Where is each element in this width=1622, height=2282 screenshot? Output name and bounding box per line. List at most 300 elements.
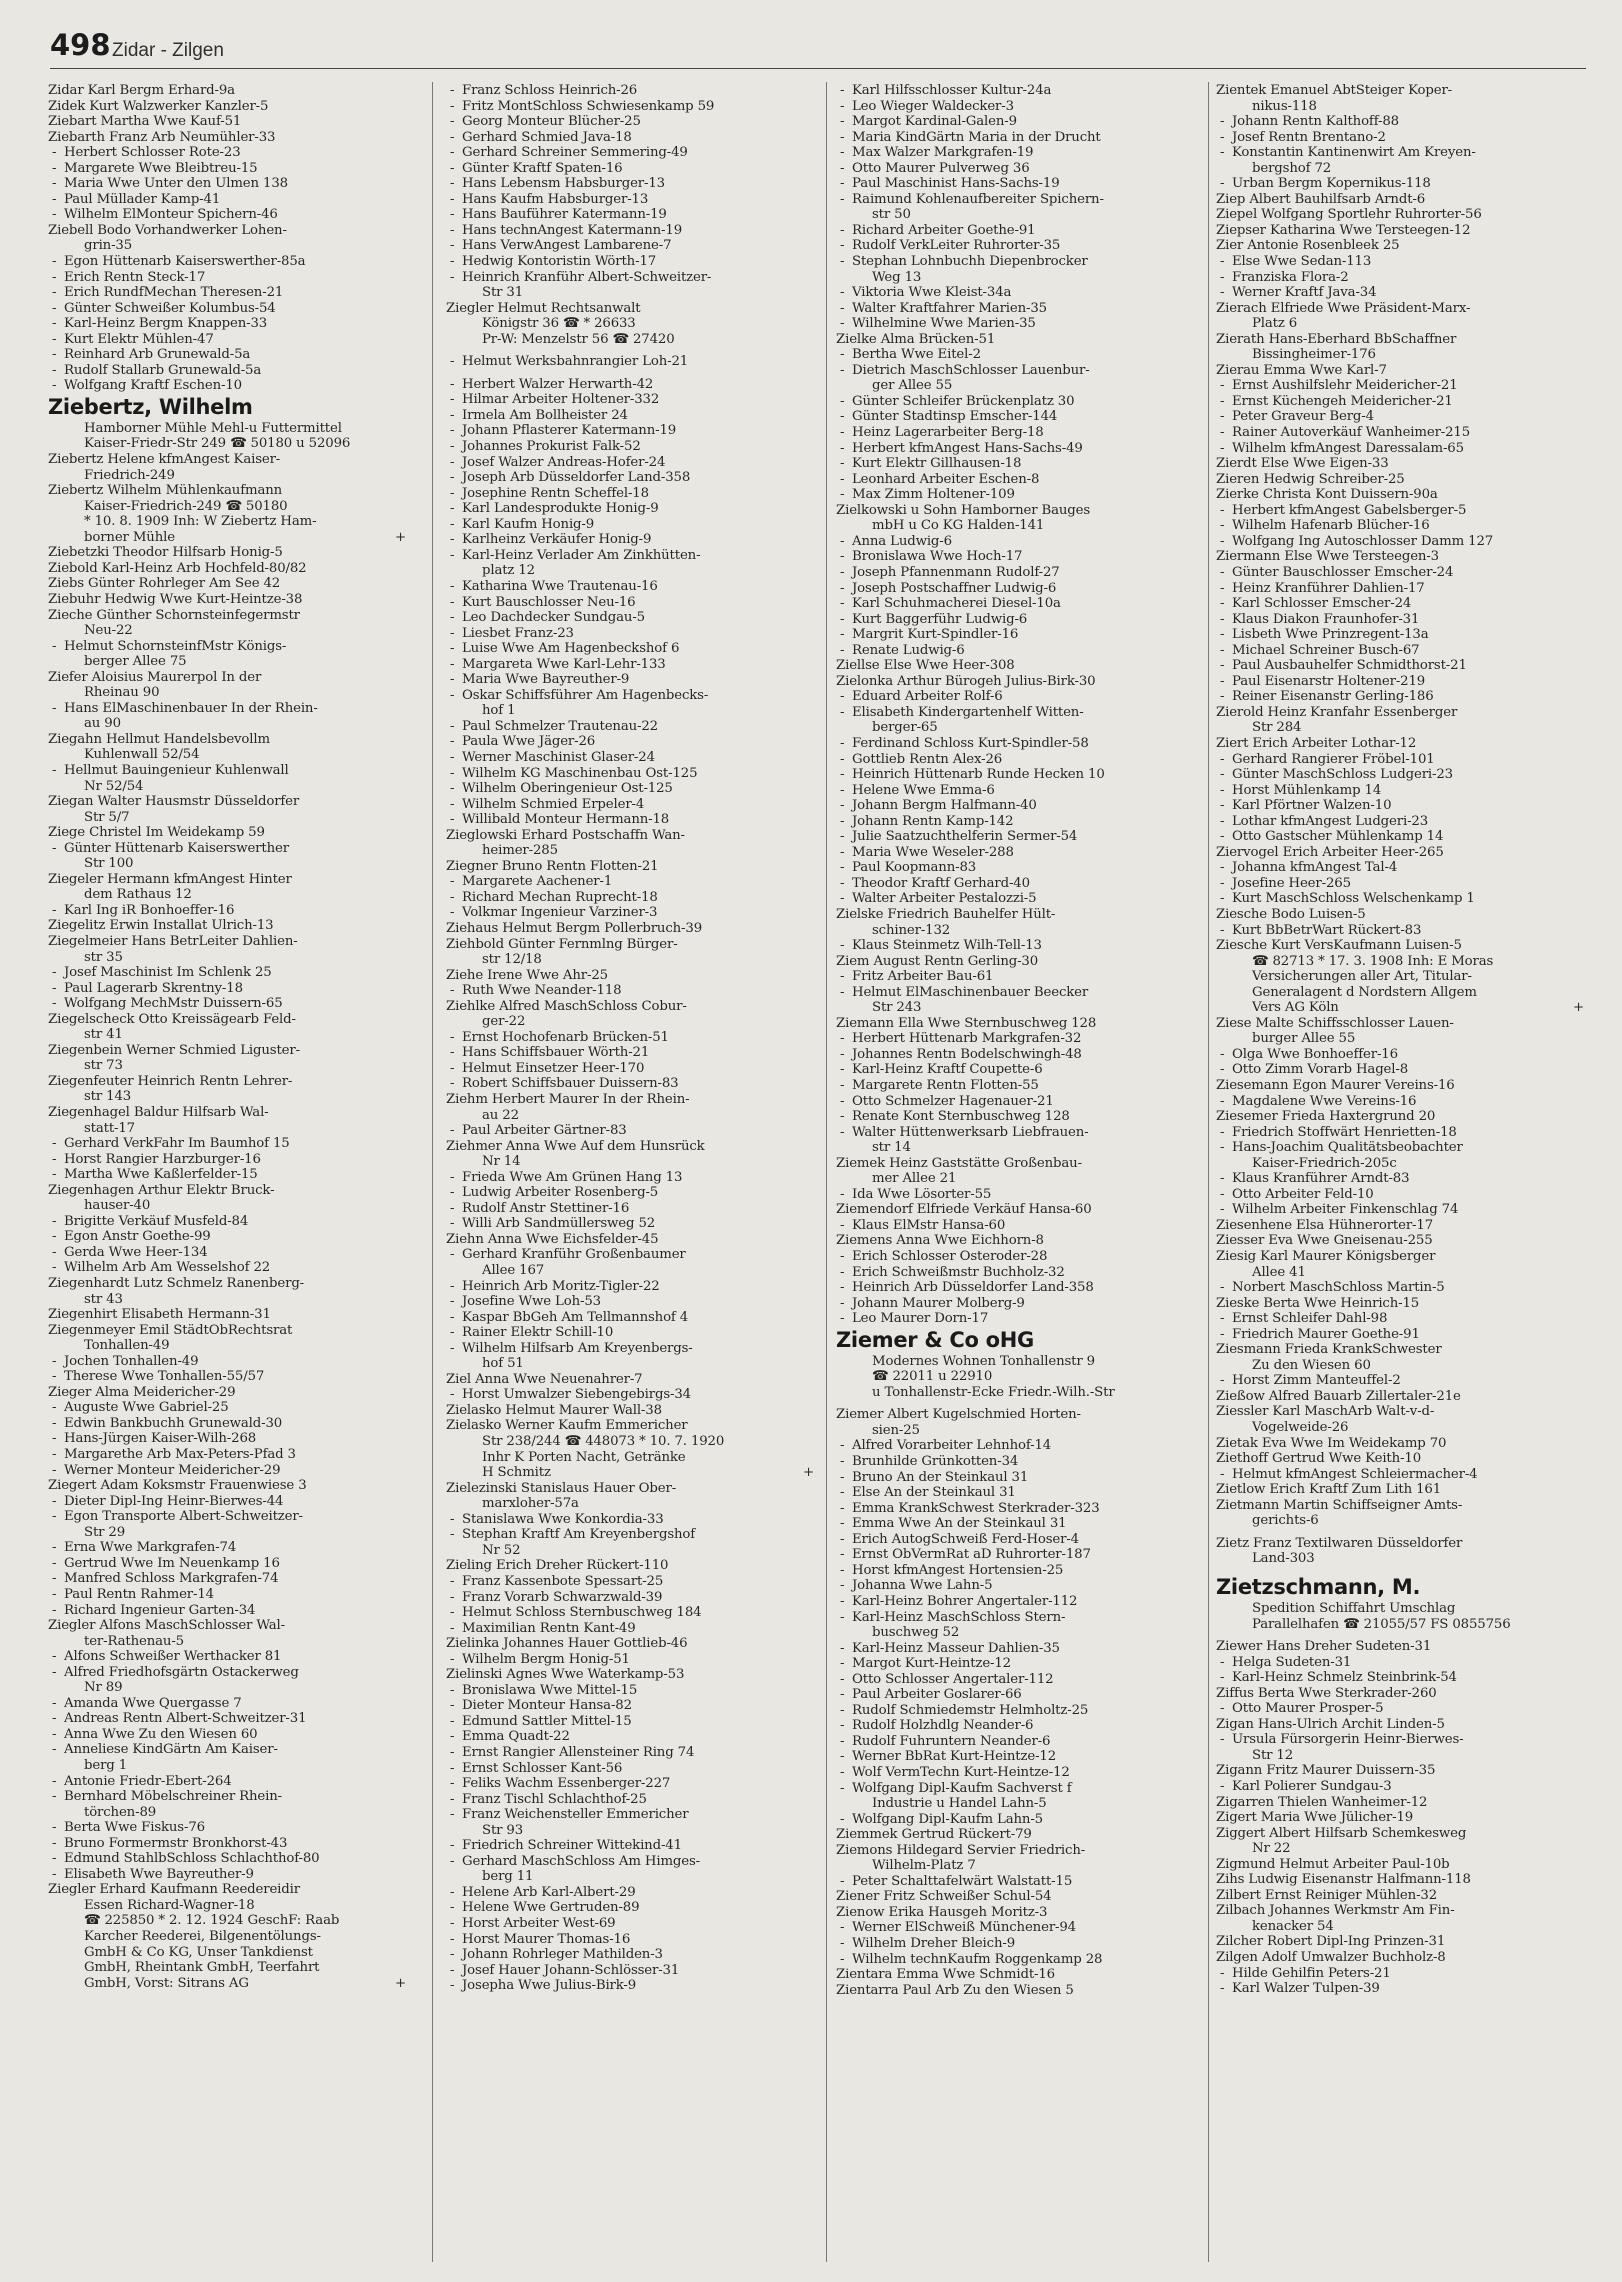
entry-continuation — [1216, 316, 1586, 332]
entry-text: Wilhelm Schmied Erpeler-4 — [462, 796, 645, 812]
entry-text: Herbert kfmAngest Hans-Sachs-49 — [852, 440, 1083, 456]
entry-text: Margareta Wwe Karl-Lehr-133 — [462, 656, 666, 672]
entry-text: berger-65 — [872, 720, 938, 736]
entry-continuation — [446, 952, 816, 968]
entry-text: Margot Kurt-Heintze-12 — [852, 1656, 1011, 1672]
directory-entry — [48, 1276, 408, 1292]
entry-text: Ziegenmeyer Emil StädtObRechtsrat — [48, 1322, 293, 1338]
sub-entry — [1216, 1062, 1586, 1078]
entry-text: Zieglowski Erhard Postschaffn Wan- — [446, 827, 685, 843]
entry-text: Str 238/244 ☎ 448073 * 10. 7. 1920 — [482, 1434, 725, 1450]
directory-entry — [836, 1233, 1206, 1249]
entry-text: Ziehaus Helmut Bergm Pollerbruch-39 — [446, 920, 703, 936]
entry-text: Ziegelmeier Hans BetrLeiter Dahlien- — [48, 933, 298, 949]
sub-entry — [446, 1698, 816, 1714]
sub-entry — [1216, 565, 1586, 581]
directory-entry — [48, 918, 408, 934]
entry-text: ger Allee 55 — [872, 378, 953, 394]
entry-text: Wilhelmine Wwe Marien-35 — [852, 316, 1036, 332]
sub-entry — [836, 1187, 1206, 1203]
sub-entry — [446, 1963, 816, 1979]
entry-continuation — [836, 207, 1206, 223]
entry-text: Paul Arbeiter Goslarer-66 — [852, 1687, 1022, 1703]
entry-text: Kaiser-Friedr-Str 249 ☎ 50180 u 52096 — [84, 436, 351, 452]
entry-text: Margarete Aachener-1 — [462, 874, 613, 890]
sub-entry — [836, 1594, 1206, 1610]
sub-entry — [48, 1727, 408, 1743]
entry-text: Ziep Albert Bauhilfsarb Arndt-6 — [1216, 191, 1426, 207]
entry-text: Ziegelscheck Otto Kreissägearb Feld- — [48, 1011, 296, 1027]
sub-entry — [48, 161, 408, 177]
entry-text: Anna Wwe Zu den Wiesen 60 — [64, 1726, 258, 1742]
directory-entry — [836, 1016, 1206, 1032]
sub-entry — [446, 517, 816, 533]
entry-text: Weg 13 — [872, 269, 922, 285]
entry-text: Bronislawa Wwe Hoch-17 — [852, 549, 1023, 565]
entry-continuation — [446, 285, 816, 301]
sub-entry — [836, 612, 1206, 628]
entry-text: Ziert Erich Arbeiter Lothar-12 — [1216, 735, 1417, 751]
sub-entry — [446, 1387, 816, 1403]
entry-text: Pr-W: Menzelstr 56 ☎ 27420 — [482, 331, 675, 347]
entry-continuation — [48, 1805, 408, 1821]
sub-entry — [48, 1214, 408, 1230]
firm-detail-line — [1216, 1617, 1586, 1633]
entry-text: Max Walzer Markgrafen-19 — [852, 145, 1034, 161]
entry-text: Str 93 — [482, 1822, 524, 1838]
directory-entry — [48, 83, 408, 99]
entry-text: Rudolf Holzhdlg Neander-6 — [852, 1718, 1034, 1734]
entry-text: Anna Ludwig-6 — [852, 533, 952, 549]
directory-entry — [1216, 1342, 1586, 1358]
sub-entry — [836, 1485, 1206, 1501]
directory-entry — [48, 1618, 408, 1634]
entry-text: Franziska Flora-2 — [1232, 269, 1349, 285]
directory-column-3 — [836, 83, 1206, 2275]
entry-text: Ziem August Rentn Gerling-30 — [836, 953, 1039, 969]
sub-entry — [836, 1218, 1206, 1234]
entry-text: Hilmar Arbeiter Holtener-332 — [462, 392, 660, 408]
sub-entry — [446, 354, 816, 370]
entry-text: Ziegner Bruno Rentn Flotten-21 — [446, 858, 659, 874]
entry-text: Herbert Walzer Herwarth-42 — [462, 376, 654, 392]
sub-entry — [1216, 1670, 1586, 1686]
entry-text: Rainer Elektr Schill-10 — [462, 1325, 614, 1341]
directory-entry — [446, 828, 816, 844]
entry-text: Helmut ElMaschinenbauer Beecker — [852, 984, 1089, 1000]
sub-entry — [836, 1687, 1206, 1703]
sub-entry — [446, 1776, 816, 1792]
entry-text: Maria KindGärtn Maria in der Drucht — [852, 129, 1101, 145]
entry-text: Zier Antonie Rosenbleek 25 — [1216, 238, 1400, 254]
directory-entry — [1216, 1436, 1586, 1452]
directory-entry — [1216, 1451, 1586, 1467]
entry-text: Erich Rentn Steck-17 — [64, 269, 206, 285]
sub-entry — [446, 532, 816, 548]
sub-entry — [48, 841, 408, 857]
entry-text: Ziepel Wolfgang Sportlehr Ruhrorter-56 — [1216, 207, 1482, 223]
sub-entry — [48, 1463, 408, 1479]
entry-text: Zieche Günther Schornsteinfegermstr — [48, 607, 300, 623]
entry-text: Ziegenbein Werner Schmied Liguster- — [48, 1042, 300, 1058]
entry-text: Ziegenfeuter Heinrich Rentn Lehrer- — [48, 1073, 293, 1089]
sub-entry — [446, 1932, 816, 1948]
entry-text: Rudolf Schmiedemstr Helmholtz-25 — [852, 1702, 1089, 1718]
entry-text: Ziemons Hildegard Servier Friedrich- — [836, 1842, 1086, 1858]
sub-entry — [1216, 1140, 1586, 1156]
sub-entry — [1216, 814, 1586, 830]
entry-text: Maria Wwe Weseler-288 — [852, 844, 1014, 860]
entry-text: Zilbach Johannes Werkmstr Am Fin- — [1216, 1903, 1455, 1919]
entry-text: str 14 — [872, 1140, 911, 1156]
entry-text: Walter Kraftfahrer Marien-35 — [852, 300, 1047, 316]
entry-continuation — [48, 716, 408, 732]
directory-entry — [1216, 301, 1586, 317]
sub-entry — [48, 207, 408, 223]
entry-continuation — [48, 468, 408, 484]
entry-text: Hans ElMaschinenbauer In der Rhein- — [64, 700, 318, 716]
entry-text: Norbert MaschSchloss Martin-5 — [1232, 1280, 1445, 1296]
entry-text: Wilhelm-Platz 7 — [872, 1858, 976, 1874]
entry-continuation — [48, 856, 408, 872]
entry-continuation — [836, 1171, 1206, 1187]
sub-entry — [446, 392, 816, 408]
sub-entry — [1216, 612, 1586, 628]
sub-entry — [836, 1610, 1206, 1626]
sub-entry — [836, 316, 1206, 332]
entry-continuation — [1216, 985, 1586, 1001]
entry-text: Ernst Küchengeh Meidericher-21 — [1232, 393, 1453, 409]
entry-text: Zigarren Thielen Wanheimer-12 — [1216, 1794, 1428, 1810]
entry-continuation — [48, 1089, 408, 1105]
sub-entry — [836, 176, 1206, 192]
entry-text: Helene Wwe Emma-6 — [852, 782, 995, 798]
sub-entry — [836, 301, 1206, 317]
sub-entry — [446, 1916, 816, 1932]
entry-text: Max Zimm Holtener-109 — [852, 487, 1015, 503]
entry-text: Reinhard Arb Grunewald-5a — [64, 347, 251, 363]
entry-text: Ziebuhr Hedwig Wwe Kurt-Heintze-38 — [48, 591, 303, 607]
entry-text: Wolfgang Kraftf Eschen-10 — [64, 378, 242, 394]
entry-text: Ziehm Herbert Maurer In der Rhein- — [446, 1092, 690, 1107]
sub-entry — [48, 378, 408, 394]
sub-entry — [48, 1369, 408, 1385]
page-number: 498 — [50, 28, 111, 62]
entry-text: Ziggert Albert Hilfsarb Schemkesweg — [1216, 1825, 1467, 1841]
sub-entry — [446, 1745, 816, 1761]
sub-entry — [446, 781, 816, 797]
sub-entry — [836, 1952, 1206, 1968]
entry-text: Irmela Am Bollheister 24 — [462, 407, 628, 423]
entry-continuation — [48, 1634, 408, 1650]
directory-entry — [48, 483, 408, 499]
entry-text: Ziegler Helmut Rechtsanwalt — [446, 300, 641, 316]
entry-text: Zielasko Helmut Maurer Wall-38 — [446, 1402, 662, 1418]
sub-entry — [836, 1470, 1206, 1486]
entry-continuation — [1216, 1156, 1586, 1172]
column-divider — [432, 82, 433, 2262]
directory-entry — [48, 452, 408, 468]
entry-continuation — [446, 1014, 816, 1030]
sub-entry — [1216, 1125, 1586, 1141]
entry-gap — [446, 347, 816, 354]
entry-text: Ziemann Ella Wwe Sternbuschweg 128 — [836, 1015, 1097, 1031]
entry-text: Ziege Christel Im Weidekamp 59 — [48, 825, 265, 841]
entry-text: Wilhelm Hilfsarb Am Kreyenbergs- — [462, 1340, 693, 1356]
sub-entry — [446, 1885, 816, 1901]
directory-column-2 — [446, 83, 816, 2275]
entry-text: Heinrich Kranführ Albert-Schweitzer- — [462, 269, 712, 285]
entry-text: Maria Wwe Bayreuther-9 — [462, 672, 630, 688]
entry-text: Ziesser Eva Wwe Gneisenau-255 — [1216, 1233, 1433, 1249]
sub-entry — [48, 1789, 408, 1805]
entry-text: Friedrich-249 — [84, 467, 175, 483]
sub-entry — [48, 1354, 408, 1370]
entry-text: Georg Monteur Blücher-25 — [462, 114, 641, 130]
entry-gap — [446, 370, 816, 377]
entry-text: Josef Hauer Johann-Schlösser-31 — [462, 1962, 680, 1978]
sub-entry — [836, 1656, 1206, 1672]
entry-text: Friedrich Schreiner Wittekind-41 — [462, 1838, 682, 1854]
entry-continuation — [48, 685, 408, 701]
entry-text: Karl-Heinz Bohrer Angertaler-112 — [852, 1593, 1078, 1609]
entry-text: Günter Kraftf Spaten-16 — [462, 160, 623, 176]
directory-entry — [836, 1967, 1206, 1983]
sub-entry — [446, 130, 816, 146]
entry-text: Oskar Schiffsführer Am Hagenbecks- — [462, 687, 709, 703]
sub-entry — [446, 812, 816, 828]
entry-text: Friedrich Maurer Goethe-91 — [1232, 1326, 1420, 1342]
entry-text: Helga Sudeten-31 — [1232, 1654, 1352, 1670]
entry-text: Ziel Anna Wwe Neuenahrer-7 — [446, 1371, 643, 1387]
sub-entry — [836, 425, 1206, 441]
entry-text: törchen-89 — [84, 1804, 157, 1820]
entry-text: Hans Lebensm Habsburger-13 — [462, 176, 665, 192]
entry-text: Ziebertz Helene kfmAngest Kaiser- — [48, 452, 281, 468]
entry-text: Nr 52/54 — [84, 778, 144, 794]
entry-text: Fritz MontSchloss Schwiesenkamp 59 — [462, 98, 715, 114]
entry-text: Zierath Hans-Eberhard BbSchaffner — [1216, 331, 1457, 347]
sub-entry — [1216, 581, 1586, 597]
directory-entry — [48, 1385, 408, 1401]
sub-entry — [1216, 891, 1586, 907]
sub-entry — [1216, 1732, 1586, 1748]
directory-entry — [446, 1481, 816, 1497]
directory-entry — [48, 223, 408, 239]
sub-entry — [836, 1874, 1206, 1890]
entry-text: Egon Anstr Goethe-99 — [64, 1229, 211, 1245]
sub-entry — [446, 486, 816, 502]
entry-text: Erich Schlosser Osteroder-28 — [852, 1249, 1048, 1265]
sub-entry — [1216, 534, 1586, 550]
entry-text: Platz 6 — [1252, 316, 1298, 332]
directory-entry — [48, 130, 408, 146]
entry-text: Rudolf Anstr Stettiner-16 — [462, 1200, 630, 1216]
sub-entry — [446, 470, 816, 486]
entry-text: Else An der Steinkaul 31 — [852, 1485, 1016, 1501]
sub-entry — [48, 1447, 408, 1463]
directory-entry — [1216, 1233, 1586, 1249]
entry-text: Ziebetzki Theodor Hilfsarb Honig-5 — [48, 545, 283, 561]
directory-entry — [836, 954, 1206, 970]
sub-entry — [446, 1947, 816, 1963]
entry-continuation — [1216, 99, 1586, 115]
directory-entry — [1216, 1686, 1586, 1702]
sub-entry — [1216, 270, 1586, 286]
sub-entry — [836, 1641, 1206, 1657]
entry-text: Ziemer & Co oHG — [836, 1327, 1034, 1352]
sub-entry — [446, 1527, 816, 1543]
firm-heading — [1216, 1574, 1586, 1601]
sub-entry — [836, 238, 1206, 254]
entry-text: Hamborner Mühle Mehl-u Futtermittel — [84, 420, 342, 436]
entry-text: Johann Bergm Halfmann-40 — [852, 798, 1037, 814]
directory-entry — [48, 872, 408, 888]
sub-entry — [1216, 254, 1586, 270]
sub-entry — [836, 83, 1206, 99]
entry-text: mbH u Co KG Halden-141 — [872, 518, 1045, 534]
entry-text: marxloher-57a — [482, 1496, 579, 1512]
entry-text: Johanna kfmAngest Tal-4 — [1232, 860, 1398, 876]
directory-entry — [446, 968, 816, 984]
entry-text: Essen Richard-Wagner-18 — [84, 1897, 255, 1913]
entry-text: Horst Maurer Thomas-16 — [462, 1931, 631, 1947]
sub-entry — [836, 114, 1206, 130]
entry-text: Willibald Monteur Hermann-18 — [462, 812, 670, 828]
sub-entry — [1216, 285, 1586, 301]
entry-text: Ziegenhagel Baldur Hilfsarb Wal- — [48, 1105, 269, 1120]
directory-entry — [836, 503, 1206, 519]
entry-text: Ziervogel Erich Arbeiter Heer-265 — [1216, 844, 1444, 860]
sub-entry — [836, 1109, 1206, 1125]
sub-entry — [48, 1836, 408, 1852]
entry-text: Land-303 — [1252, 1551, 1315, 1567]
sub-entry — [48, 1774, 408, 1790]
entry-continuation — [836, 1796, 1206, 1812]
entry-text: Wilhelm Hafenarb Blücher-16 — [1232, 518, 1430, 534]
directory-entry — [836, 1407, 1206, 1423]
entry-text: Paul Maschinist Hans-Sachs-19 — [852, 176, 1060, 192]
directory-entry — [446, 1403, 816, 1419]
sub-entry — [1216, 767, 1586, 783]
directory-entry — [1216, 1218, 1586, 1234]
entry-text: Paula Wwe Jäger-26 — [462, 734, 596, 750]
directory-entry — [1216, 487, 1586, 503]
continuation-marker: + — [1573, 1000, 1584, 1016]
directory-entry — [446, 999, 816, 1015]
sub-entry — [836, 1501, 1206, 1517]
entry-text: Berta Wwe Fiskus-76 — [64, 1820, 205, 1836]
sub-entry — [1216, 425, 1586, 441]
directory-entry — [1216, 1404, 1586, 1420]
directory-entry — [836, 907, 1206, 923]
entry-text: Theodor Kraftf Gerhard-40 — [852, 875, 1030, 891]
entry-text: kenacker 54 — [1252, 1918, 1334, 1934]
sub-entry — [836, 1734, 1206, 1750]
entry-text: Werner Monteur Meidericher-29 — [64, 1462, 281, 1478]
entry-text: Elisabeth Wwe Bayreuther-9 — [64, 1866, 254, 1882]
entry-text: Günter Schweißer Kolumbus-54 — [64, 300, 276, 316]
directory-entry — [1216, 1950, 1586, 1966]
sub-entry — [446, 114, 816, 130]
entry-text: Wilhelm Arb Am Wesselshof 22 — [64, 1260, 271, 1276]
entry-text: Str 5/7 — [84, 809, 130, 825]
entry-text: bergshof 72 — [1252, 160, 1332, 176]
directory-entry — [1216, 1795, 1586, 1811]
sub-entry — [836, 736, 1206, 752]
entry-continuation — [446, 1356, 816, 1372]
entry-text: Allee 167 — [482, 1263, 545, 1279]
entry-text: Johann Rohrleger Mathilden-3 — [462, 1947, 663, 1963]
entry-text: Horst Rangier Harzburger-16 — [64, 1151, 261, 1167]
directory-entry — [446, 1667, 816, 1683]
entry-continuation — [446, 1450, 816, 1466]
entry-text: Renate Ludwig-6 — [852, 642, 965, 658]
entry-text: Herbert Schlosser Rote-23 — [64, 145, 241, 161]
entry-text: Kaiser-Friedrich-205c — [1252, 1155, 1397, 1171]
entry-text: Nr 14 — [482, 1154, 521, 1170]
sub-entry — [446, 1574, 816, 1590]
entry-text: Otto Gastscher Mühlenkamp 14 — [1232, 829, 1444, 845]
entry-text: Horst Arbeiter West-69 — [462, 1915, 616, 1931]
sub-entry — [446, 1683, 816, 1699]
entry-text: Ziegenhardt Lutz Schmelz Ranenberg- — [48, 1276, 305, 1292]
sub-entry — [1216, 1655, 1586, 1671]
entry-text: Gerhard Rangierer Fröbel-101 — [1232, 751, 1435, 767]
entry-text: hof 1 — [482, 703, 516, 719]
directory-entry — [48, 561, 408, 577]
entry-text: Margarete Wwe Bleibtreu-15 — [64, 160, 258, 176]
entry-text: Ernst Rangier Allensteiner Ring 74 — [462, 1744, 695, 1760]
entry-text: Ziesemer Frieda Haxtergrund 20 — [1216, 1109, 1436, 1125]
entry-text: Str 12 — [1252, 1747, 1294, 1763]
entry-gap — [836, 1400, 1206, 1407]
sub-entry — [836, 394, 1206, 410]
entry-text: Zigann Fritz Maurer Duissern-35 — [1216, 1763, 1436, 1779]
sub-entry — [446, 377, 816, 393]
sub-entry — [1216, 798, 1586, 814]
entry-continuation — [446, 1108, 816, 1124]
directory-entry — [1216, 1934, 1586, 1950]
sub-entry — [446, 797, 816, 813]
sub-entry — [446, 672, 816, 688]
entry-text: Ziermann Else Wwe Tersteegen-3 — [1216, 549, 1439, 565]
sub-entry — [446, 874, 816, 890]
entry-text: Zihs Ludwig Eisenanstr Halfmann-118 — [1216, 1872, 1471, 1888]
directory-entry — [1216, 1296, 1586, 1312]
entry-text: Ziegahn Hellmut Handelsbevollm — [48, 731, 270, 747]
directory-entry — [446, 1558, 816, 1574]
entry-text: Karl Walzer Tulpen-39 — [1232, 1981, 1380, 1997]
entry-text: Ziemens Anna Wwe Eichhorn-8 — [836, 1233, 1044, 1249]
entry-text: Maria Wwe Unter den Ulmen 138 — [64, 176, 288, 192]
sub-entry — [836, 347, 1206, 363]
entry-text: Friedrich Stoffwärt Henrietten-18 — [1232, 1124, 1457, 1140]
entry-text: Josephine Rentn Scheffel-18 — [462, 485, 649, 501]
entry-text: Edmund Sattler Mittel-15 — [462, 1713, 632, 1729]
sub-entry — [48, 1260, 408, 1276]
entry-continuation — [446, 843, 816, 859]
entry-text: Parallelhafen ☎ 21055/57 FS 0855756 — [1252, 1616, 1511, 1632]
entry-text: Heinrich Hüttenarb Runde Hecken 10 — [852, 767, 1105, 783]
sub-entry — [446, 688, 816, 704]
entry-text: Zielinka Johannes Hauer Gottlieb-46 — [446, 1636, 688, 1652]
entry-continuation — [1216, 1000, 1586, 1016]
entry-continuation — [48, 1027, 408, 1043]
entry-text: Johanna Wwe Lahn-5 — [852, 1578, 993, 1594]
entry-text: Karl-Heinz MaschSchloss Stern- — [852, 1609, 1066, 1625]
entry-text: Ziener Fritz Schweißer Schul-54 — [836, 1889, 1052, 1905]
